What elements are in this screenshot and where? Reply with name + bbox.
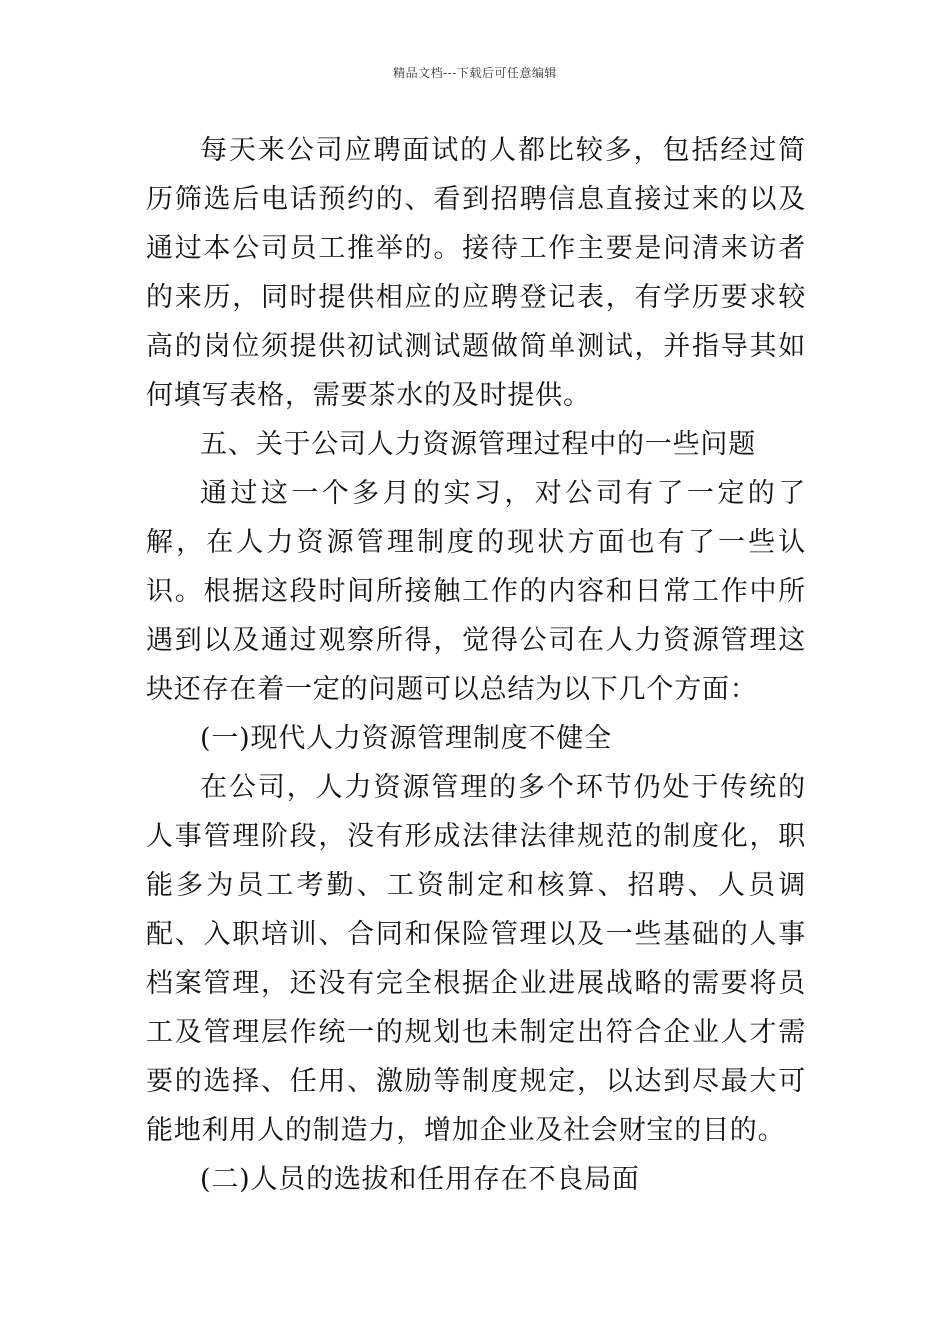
paragraph-reception-duties: 每天来公司应聘面试的人都比较多，包括经过简历筛选后电话预约的、看到招聘信息直接过来的以及通过本公司员工推举的。接待工作主要是问清来访者的来历，同时提供相应的应聘登记表，有学历要求较高的岗位须提供初试测试题做简单测试，并指导其如何填写表格，需要茶水的及时提供。 [146, 135, 806, 411]
page-header: 精品文档---下载后可任意编辑 [393, 66, 557, 80]
section-heading-five: 五、关于公司人力资源管理过程中的一些问题 [200, 429, 756, 460]
subheading-one: (一)现代人力资源管理制度不健全 [200, 723, 612, 754]
subheading-two: (二)人员的选拔和任用存在不良局面 [200, 1164, 640, 1195]
paragraph-hr-system-issues: 在公司，人力资源管理的多个环节仍处于传统的人事管理阶段，没有形成法律法律规范的制度化，职能多为员工考勤、工资制定和核算、招聘、人员调配、入职培训、合同和保险管理以及一些基础的人事档案管理，还没有完全根据企业进展战略的需要将员工及管理层作统一的规划也未制定出符合企业人才需要的选择、任用、激励等制度规定，以达到尽最大可能地利用人的制造力，增加企业及社会财宝的目的。 [146, 772, 806, 1146]
document-body [146, 126, 806, 1204]
paragraph-internship-observations: 通过这一个多月的实习，对公司有了一定的了解，在人力资源管理制度的现状方面也有了一些认识。根据这段时间所接触工作的内容和日常工作中所遇到以及通过观察所得，觉得公司在人力资源管理这块还存在着一定的问题可以总结为以下几个方面： [146, 478, 806, 705]
